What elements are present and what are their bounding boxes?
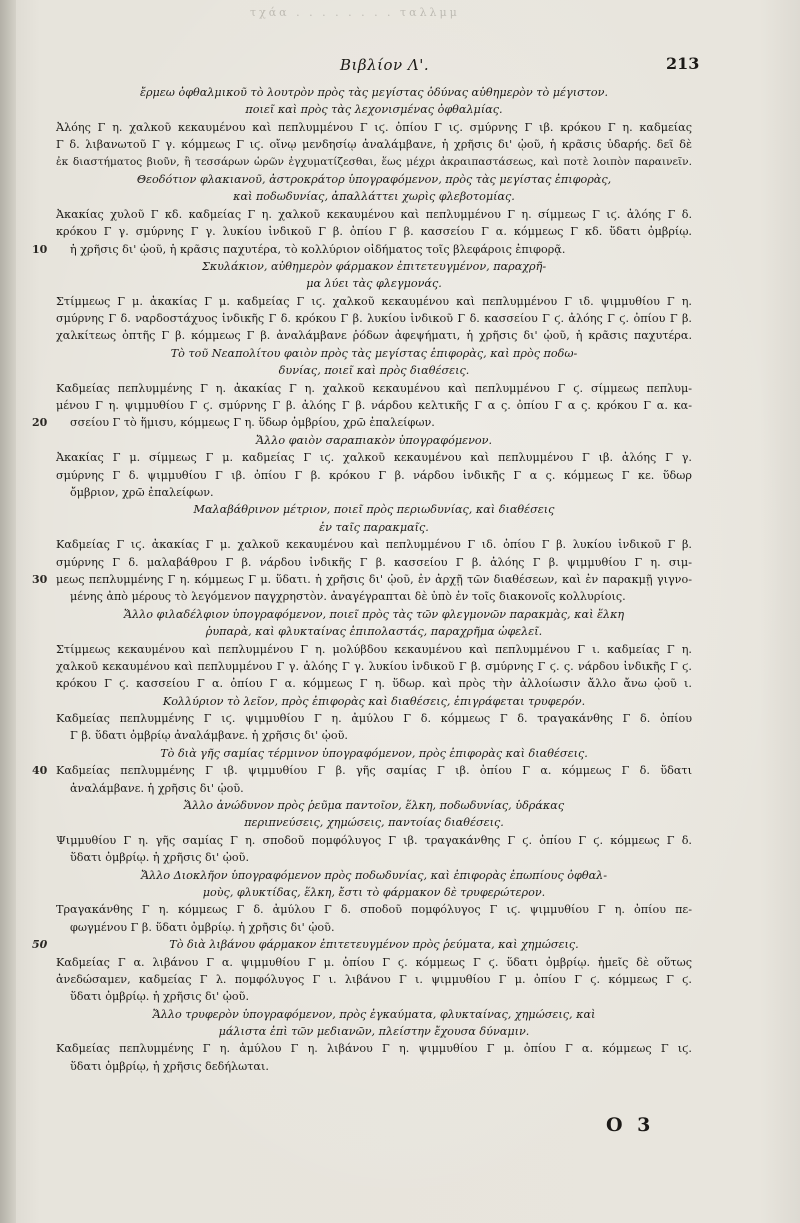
printer-signature: O 3 (606, 1114, 655, 1136)
line-text: καὶ ποδωδυνίας, ἀπαλλάττει χωρὶς φλεβοτομίας. (233, 190, 515, 204)
line-text: χαλκοῦ κεκαυμένου καὶ πεπλυμμένου Γ γ. ἀλόης Γ γ. λυκίου ἰνδικοῦ Γ β. σμύρνης Γ ϛ. ς. νάρδου ἰνδικῆς Γ ϛ. (56, 659, 692, 673)
bleed-through-text: τχάα . . . . . . . . ταλλμμ (250, 6, 460, 19)
line-number: 40 (32, 764, 48, 778)
section-heading-line (56, 814, 692, 831)
line-text: ὕδατι ὀμβρίῳ, ἡ χρῆσις δεδήλωται. (70, 1059, 269, 1073)
line-text: Τραγακάνθης Γ η. κόμμεως Γ δ. ἀμύλου Γ δ. σποδοῦ πομφόλυγος Γ ιϛ. ψιμμυθίου Γ η. ὀπίου πε- (56, 903, 692, 917)
line-text: μένης ἀπὸ μέρους τὸ λεγόμενον παγχρηστὸν. ἀναγέγραπται δὲ ὑπὸ ἐν τοῖς διακονοῖς κολλυρίοις. (70, 590, 626, 604)
text-line (56, 397, 692, 414)
text-line (56, 467, 692, 484)
line-text: σσείου Γ τὸ ἥμισυ, κόμμεως Γ η. ὕδωρ ὀμβρίου, χρῶ ἐπαλείφων. (70, 416, 435, 430)
text-line (56, 780, 692, 797)
line-text: ἀνεδώσαμεν, καδμείας Γ λ. πομφόλυγος Γ ι. λιβάνου Γ ι. ψιμμυθίου Γ μ. ὀπίου Γ ϛ. κόμμεως Γ ϛ. (56, 972, 692, 986)
text-line (56, 380, 692, 397)
line-text: ἐν ταῖς παρακμαῖς. (319, 520, 429, 534)
section-heading-line (56, 1023, 692, 1040)
text-line (56, 1040, 692, 1057)
text-line (56, 919, 692, 936)
text-line (56, 901, 692, 918)
line-text: Σκυλάκιον, αὐθημερὸν φάρμακον ἐπιτετευγμένον, παραχρῆ- (201, 259, 547, 273)
text-line (32, 762, 692, 779)
text-line (56, 206, 692, 223)
line-text: μάλιστα ἐπὶ τῶν μεδιανῶν, πλείστην ἔχουσα δύναμιν. (218, 1025, 530, 1039)
page-number: 213 (666, 54, 700, 73)
line-text: περιπνεύσεις, χημώσεις, παντοίας διαθέσεις. (244, 816, 504, 830)
text-line (56, 588, 692, 605)
section-heading-line (56, 519, 692, 536)
text-line (56, 327, 692, 344)
text-line (56, 154, 692, 171)
text-line (56, 988, 692, 1005)
section-heading-line (56, 275, 692, 292)
line-text: Στίμμεως κεκαυμένου καὶ πεπλυμμένου Γ η. μολύβδου κεκαυμένου καὶ πεπλυμμένου Γ ι. καδμείας Γ η. (56, 642, 692, 656)
line-text: σμύρνης Γ δ. ψιμμυθίου Γ ιβ. ὀπίου Γ β. κρόκου Γ β. νάρδου ἰνδικῆς Γ α ς. κόμμεως Γ κε. ὕδωρ (56, 468, 692, 482)
text-line (32, 241, 692, 258)
section-heading-line (56, 884, 692, 901)
line-text: Καδμείας πεπλυμμένης Γ ιβ. ψιμμυθίου Γ β. γῆς σαμίας Γ ιβ. ὀπίου Γ α. κόμμεως Γ δ. ὕδατι (56, 764, 692, 778)
text-line (56, 954, 692, 971)
line-text: δυνίας, ποιεῖ καὶ πρὸς διαθέσεις. (278, 364, 470, 378)
section-heading-line (56, 501, 692, 518)
section-heading-line (56, 693, 692, 710)
section-heading-line (56, 345, 692, 362)
line-text: Ἀκακίας Γ μ. σίμμεως Γ μ. καδμείας Γ ιϛ. χαλκοῦ κεκαυμένου καὶ πεπλυμμένου Γ ιβ. ἀλόης Γ γ. (56, 451, 692, 465)
line-number: 10 (32, 242, 48, 256)
line-text: Ἀκακίας χυλοῦ Γ κδ. καδμείας Γ η. χαλκοῦ κεκαυμένου καὶ πεπλυμμένου Γ η. σίμμεως Γ ιϛ. ἀλόης Γ δ. (56, 207, 692, 221)
text-line (56, 727, 692, 744)
line-text: σμύρνης Γ δ. ναρδοστάχυος ἰνδικῆς Γ δ. κρόκου Γ β. λυκίου ἰνδικοῦ Γ δ. κασσείου Γ ϛ. ἀλόης Γ ϛ. ὀπίου Γ β. (56, 312, 692, 326)
text-line (56, 554, 692, 571)
line-text: Ἀλόης Γ η. χαλκοῦ κεκαυμένου καὶ πεπλυμμένου Γ ιϛ. ὀπίου Γ ιϛ. σμύρνης Γ ιβ. κρόκου Γ η. καδμείας (56, 120, 692, 134)
line-number: 30 (32, 572, 48, 586)
section-heading-line (56, 84, 692, 101)
section-heading-line (56, 101, 692, 118)
section-heading-line (56, 1006, 692, 1023)
line-text: Ἄλλο Διοκλῆον ὑπογραφόμενον πρὸς ποδωδυνίας, καὶ ἐπιφορὰς ἐπωπίους ὀφθαλ- (140, 868, 608, 882)
section-heading-line (56, 171, 692, 188)
line-text: Ἄλλο φαιὸν σαραπιακὸν ὑπογραφόμενον. (255, 433, 493, 447)
line-text: μένου Γ η. ψιμμυθίου Γ ϛ. σμύρνης Γ β. ἀλόης Γ β. νάρδου κελτικῆς Γ α ς. ὀπίου Γ α ς. κρόκου Γ α. κα- (56, 399, 692, 413)
section-heading-line (56, 745, 692, 762)
binding-gutter (0, 0, 16, 1223)
line-text: Ἄλλο τρυφερὸν ὑπογραφόμενον, πρὸς ἐγκαύματα, φλυκταίνας, χημώσεις, καὶ (152, 1007, 596, 1021)
text-line (56, 658, 692, 675)
line-number: 50 (32, 938, 48, 952)
text-line (32, 414, 692, 431)
section-heading-line (56, 623, 692, 640)
line-text: Ἄλλο ἀνώδυνον πρὸς ῥεῦμα παντοῖον, ἕλκη, ποδωδυνίας, ὑδράκας (183, 799, 565, 813)
section-heading-line (56, 867, 692, 884)
line-text: Καδμείας πεπλυμμένης Γ ιϛ. ψιμμυθίου Γ η. ἀμύλου Γ δ. κόμμεως Γ δ. τραγακάνθης Γ δ. ὀπίου (56, 712, 692, 726)
section-heading-line (56, 188, 692, 205)
line-text: ὕδατι ὀμβρίῳ. ἡ χρῆσις δι' ᾠοῦ. (70, 851, 250, 865)
text-line (56, 484, 692, 501)
line-text: ῥυπαρὰ, καὶ φλυκταίνας ἐπιπολαστάς, παραχρῆμα ὠφελεῖ. (205, 625, 543, 639)
line-text: Κολλύριον τὸ λεῖον, πρὸς ἐπιφορὰς καὶ διαθέσεις, ἐπιγράφεται τρυφερόν. (162, 694, 586, 708)
body-text (32, 84, 692, 1075)
line-text: Τὸ διὰ λιβάνου φάρμακον ἐπιτετευγμένον πρὸς ῥεύματα, καὶ χημώσεις. (169, 938, 579, 952)
text-line (56, 449, 692, 466)
section-heading-line (56, 797, 692, 814)
line-text: χαλκίτεως ὀπτῆς Γ β. κόμμεως Γ β. ἀναλάμβανε ῥόδων ἀφεψήματι, ἡ χρῆσις δι' ᾠοῦ, ἡ κρᾶσις παχυτέρα. (56, 329, 692, 343)
text-line (56, 136, 692, 153)
line-text: Μαλαβάθρινον μέτριον, ποιεῖ πρὸς περιωδυνίας, καὶ διαθέσεις (193, 503, 555, 517)
text-line (32, 571, 692, 588)
line-text: φωγμένου Γ β. ὕδατι ὀμβρίῳ. ἡ χρῆσις δι' ᾠοῦ. (70, 920, 335, 934)
line-text: ἐκ διαστήματος βιοῦν, ἢ τεσσάρων ὡρῶν ἐγχυματίζεσθαι, ἕως μέχρι ἀκραιπαστάσεως, καὶ ποτὲ λοιπὸν παραινεῖν. (56, 155, 692, 168)
line-text: Ἄλλο φιλαδέλφιον ὑπογραφόμενον, ποιεῖ πρὸς τὰς τῶν φλεγμονῶν παρακμὰς, καὶ ἕλκη (123, 607, 625, 621)
line-text: Τὸ διὰ γῆς σαμίας τέρμινον ὑπογραφόμενον, πρὸς ἐπιφορὰς καὶ διαθέσεις. (160, 746, 588, 760)
line-text: Θεοδότιον φλακιανοῦ, ἀστροκράτορ ὑπογραφόμενον, πρὸς τὰς μεγίστας ἐπιφορὰς, (136, 172, 612, 186)
text-line (56, 293, 692, 310)
page-header (0, 50, 800, 80)
section-heading-line (56, 432, 692, 449)
line-text: σμύρνης Γ δ. μαλαβάθρου Γ β. νάρδου ἰνδικῆς Γ β. κασσείου Γ β. ἀλόης Γ β. ψιμμυθίου Γ η. σιμ- (56, 555, 692, 569)
text-line (56, 710, 692, 727)
line-text: Γ δ. λιβανωτοῦ Γ γ. κόμμεως Γ ιϛ. οἴνῳ μενδησίῳ ἀναλάμβανε, ἡ χρῆσις δι' ᾠοῦ, ἡ κρᾶσις ὑδαρής. δεῖ δὲ (56, 138, 692, 152)
line-text: ἡ χρῆσις δι' ᾠοῦ, ἡ κρᾶσις παχυτέρα, τὸ κολλύριον οἰδήματος τοῖς βλεφάροις ἐπιφορᾷ. (70, 242, 566, 256)
text-line (56, 849, 692, 866)
text-line (56, 310, 692, 327)
line-text: Καδμείας Γ ιϛ. ἀκακίας Γ μ. χαλκοῦ κεκαυμένου καὶ πεπλυμμένου Γ ιδ. ὀπίου Γ β. λυκίου ἰνδικοῦ Γ β. (56, 538, 692, 552)
line-text: Στίμμεως Γ μ. ἀκακίας Γ μ. καδμείας Γ ιϛ. χαλκοῦ κεκαυμένου καὶ πεπλυμμένου Γ ιδ. ψιμμυθίου Γ η. (56, 294, 692, 308)
line-text: κρόκου Γ γ. σμύρνης Γ γ. λυκίου ἰνδικοῦ Γ β. ὀπίου Γ β. κασσείου Γ α. κόμμεως Γ κδ. ὕδατι ὀμβρίῳ. (56, 225, 692, 239)
line-text: κρόκου Γ ϛ. κασσείου Γ α. ὀπίου Γ α. κόμμεως Γ η. ὕδωρ. καὶ πρὸς τὴν ἀλλοίωσιν ἄλλο ἄνω ᾠοῦ ι. (56, 677, 692, 691)
line-text: ἀναλάμβανε. ἡ χρῆσις δι' ᾠοῦ. (70, 781, 244, 795)
section-heading-line (56, 258, 692, 275)
line-text: μα λύει τὰς φλεγμονάς. (306, 277, 442, 291)
section-heading-line (56, 362, 692, 379)
line-text: ὄμβριον, χρῶ ἐπαλείφων. (70, 485, 214, 499)
text-line (56, 223, 692, 240)
line-text: Γ β. ὕδατι ὀμβρίῳ ἀναλάμβανε. ἡ χρῆσις δι' ᾠοῦ. (70, 729, 348, 743)
line-text: ἔρμεω ὀφθαλμικοῦ τὸ λουτρὸν πρὸς τὰς μεγίστας ὀδύνας αὐθημερὸν τὸ μέγιστον. (139, 86, 609, 99)
line-text: μοὺς, φλυκτίδας, ἕλκη, ἔστι τὸ φάρμακον δὲ τρυφερώτερον. (202, 885, 546, 899)
line-text: Ψιμμυθίου Γ η. γῆς σαμίας Γ η. σποδοῦ πομφόλυγος Γ ιβ. τραγακάνθης Γ ϛ. ὀπίου Γ ϛ. κόμμεως Γ δ. (56, 833, 692, 847)
running-title: Βιβλίον Λ'. (340, 56, 430, 74)
line-text: Τὸ τοῦ Νεαπολίτου φαιὸν πρὸς τὰς μεγίστας ἐπιφορὰς, καὶ πρὸς ποδω- (170, 346, 578, 360)
text-line (56, 675, 692, 692)
line-text: Καδμείας Γ α. λιβάνου Γ α. ψιμμυθίου Γ μ. ὀπίου Γ ϛ. κόμμεως Γ ϛ. ὕδατι ὀμβρίῳ. ἡμεῖς δὲ οὕτως (56, 955, 692, 969)
line-number: 20 (32, 416, 48, 430)
text-line (56, 971, 692, 988)
section-heading-line (32, 936, 692, 953)
text-line (56, 832, 692, 849)
section-heading-line (56, 606, 692, 623)
text-line (56, 119, 692, 136)
text-line (56, 1058, 692, 1075)
text-line (56, 641, 692, 658)
line-text: μεως πεπλυμμένης Γ η. κόμμεως Γ μ. ὕδατι. ἡ χρῆσις δι' ᾠοῦ, ἐν ἀρχῇ τῶν διαθέσεων, καὶ ἐν παρακμῇ γιγνο- (56, 572, 692, 586)
line-text: Καδμείας πεπλυμμένης Γ η. ἀκακίας Γ η. χαλκοῦ κεκαυμένου καὶ πεπλυμμένου Γ ϛ. σίμμεως πεπλυμ- (56, 381, 692, 395)
line-text: ὕδατι ὀμβρίῳ. ἡ χρῆσις δι' ᾠοῦ. (70, 990, 250, 1004)
line-text: ποιεῖ καὶ πρὸς τὰς λεχονισμένας ὀφθαλμίας. (245, 103, 503, 117)
line-text: Καδμείας πεπλυμμένης Γ η. ἀμύλου Γ η. λιβάνου Γ η. ψιμμυθίου Γ μ. ὀπίου Γ α. κόμμεως Γ ιϛ. (56, 1042, 692, 1056)
text-line (56, 536, 692, 553)
